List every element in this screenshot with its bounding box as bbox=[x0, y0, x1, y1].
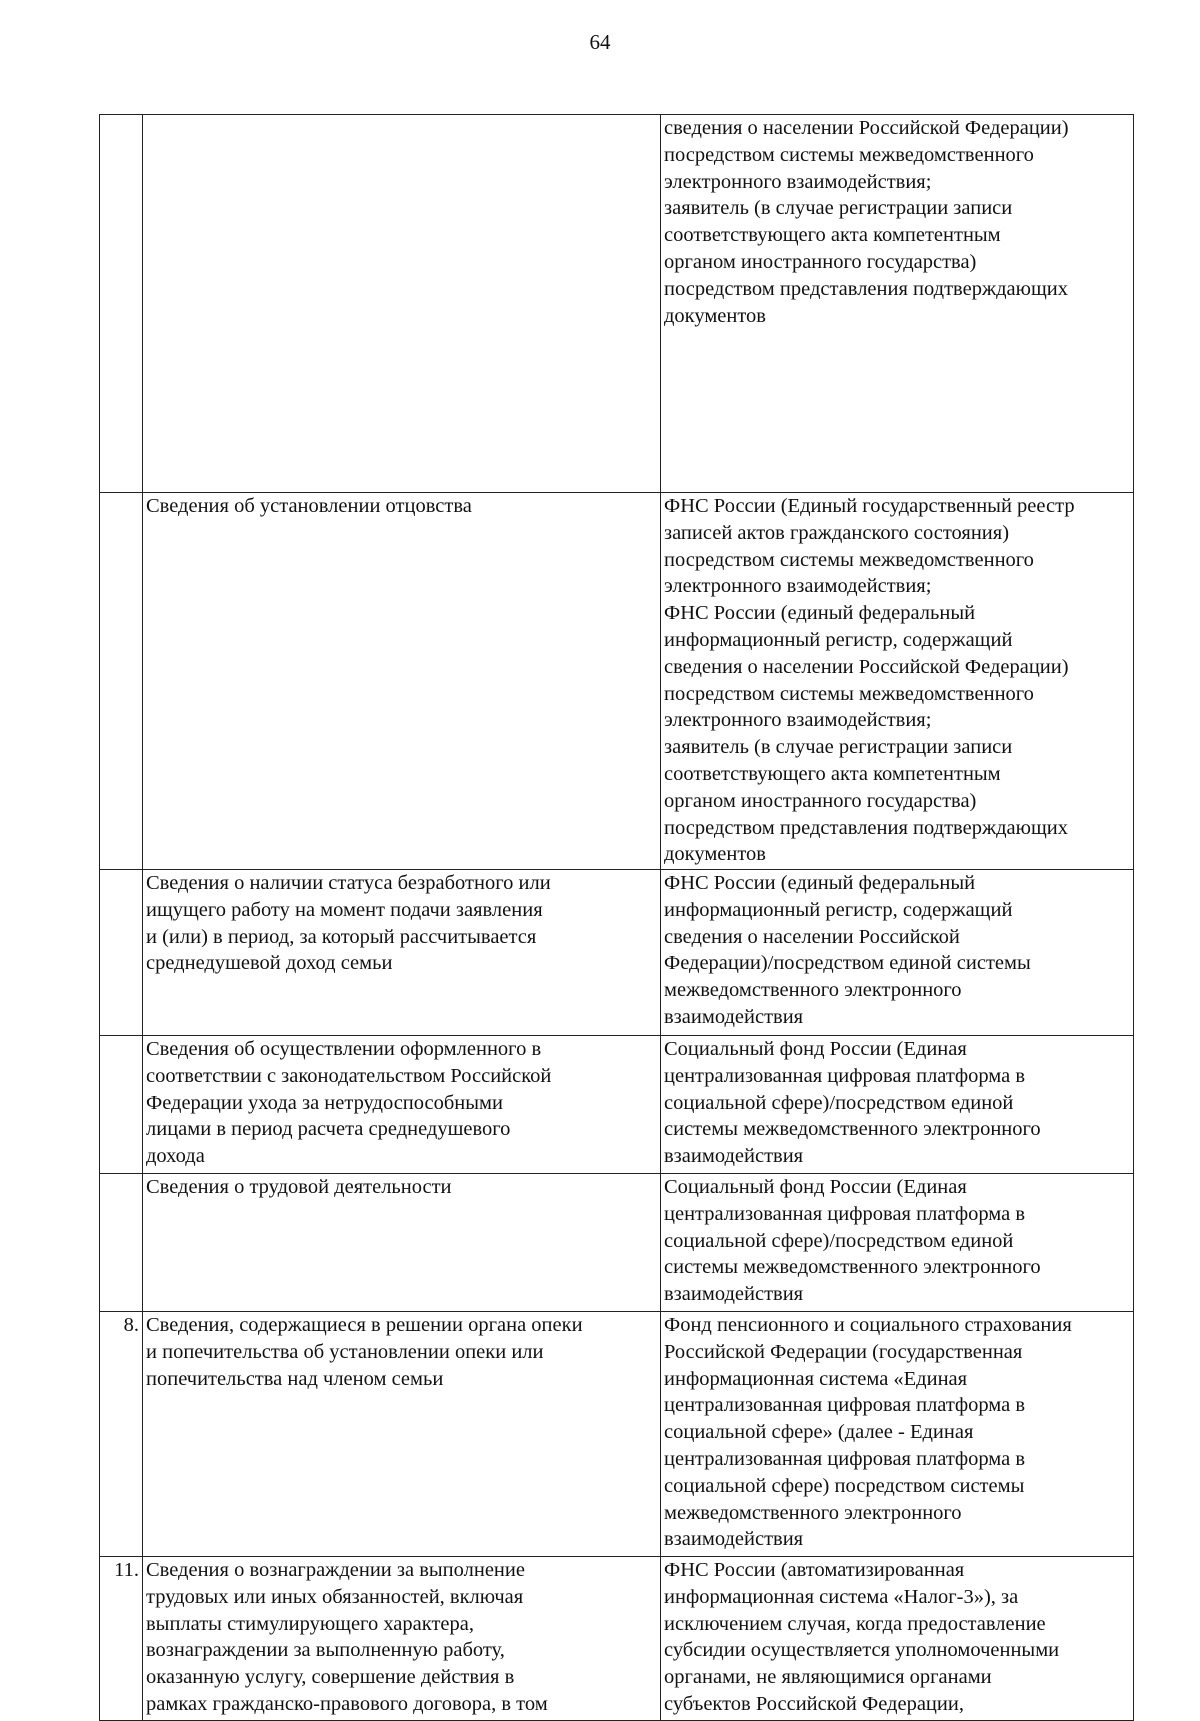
source-cell: Фонд пенсионного и социального страхования Российской Федерации (государственная информационная система «Единая централизованная цифровая платформа в социальной сфере» (далее - Единая централизованная цифровая платформа в социальной сфере) посредством системы межведомственного электронного взаимодействия bbox=[661, 1312, 1134, 1557]
source-cell: Социальный фонд России (Единая централизованная цифровая платформа в социальной сфере)/посредством единой системы межведомственного электронного взаимодействия bbox=[661, 1036, 1134, 1174]
info-cell bbox=[143, 115, 661, 493]
page-number: 64 bbox=[589, 30, 611, 54]
document-table bbox=[99, 114, 1134, 1721]
row-number-cell bbox=[100, 1036, 143, 1174]
row-number-cell bbox=[100, 493, 143, 870]
row-number-cell: 11. bbox=[100, 1557, 143, 1721]
source-cell: ФНС России (автоматизированная информационная система «Налог-3»), за исключением случая, когда предоставление субсидии осуществляется уполномоченными органами, не являющимися органами субъектов Российской Федерации, bbox=[661, 1557, 1134, 1721]
row-number-cell bbox=[100, 115, 143, 493]
table-row bbox=[100, 493, 1134, 870]
info-cell: Сведения о наличии статуса безработного или ищущего работу на момент подачи заявления и (или) в период, за который рассчитывается среднедушевой доход семьи bbox=[143, 870, 661, 1036]
source-cell: ФНС России (Единый государственный реестр записей актов гражданского состояния) посредством системы межведомственного электронного взаимодействия; ФНС России (единый федеральный информационный регистр, содержащий сведения о населении Российской Федерации) посредством системы межведомственного электронного взаимодействия; заявитель (в случае регистрации записи соответствующего акта компетентным органом иностранного государства) посредством представления подтверждающих документов bbox=[661, 493, 1134, 870]
table-row bbox=[100, 1312, 1134, 1557]
info-cell: Сведения об установлении отцовства bbox=[143, 493, 661, 870]
source-cell: Социальный фонд России (Единая централизованная цифровая платформа в социальной сфере)/посредством единой системы межведомственного электронного взаимодействия bbox=[661, 1174, 1134, 1312]
table-row bbox=[100, 1557, 1134, 1721]
row-number-cell bbox=[100, 1174, 143, 1312]
info-cell: Сведения об осуществлении оформленного в соответствии с законодательством Российской Федерации ухода за нетрудоспособными лицами в период расчета среднедушевого дохода bbox=[143, 1036, 661, 1174]
info-cell: Сведения о трудовой деятельности bbox=[143, 1174, 661, 1312]
table-row bbox=[100, 1036, 1134, 1174]
source-cell: ФНС России (единый федеральный информационный регистр, содержащий сведения о населении Российской Федерации)/посредством единой системы межведомственного электронного взаимодействия bbox=[661, 870, 1134, 1036]
table-row bbox=[100, 115, 1134, 493]
row-number-cell bbox=[100, 870, 143, 1036]
source-cell: сведения о населении Российской Федерации) посредством системы межведомственного электронного взаимодействия; заявитель (в случае регистрации записи соответствующего акта компетентным органом иностранного государства) посредством представления подтверждающих документов bbox=[661, 115, 1134, 493]
info-cell: Сведения, содержащиеся в решении органа опеки и попечительства об установлении опеки или попечительства над членом семьи bbox=[143, 1312, 661, 1557]
row-number-cell: 8. bbox=[100, 1312, 143, 1557]
table-row bbox=[100, 870, 1134, 1036]
table-row bbox=[100, 1174, 1134, 1312]
info-cell: Сведения о вознаграждении за выполнение трудовых или иных обязанностей, включая выплаты стимулирующего характера, вознаграждении за выполненную работу, оказанную услугу, совершение действия в рамках гражданско-правового договора, в том bbox=[143, 1557, 661, 1721]
